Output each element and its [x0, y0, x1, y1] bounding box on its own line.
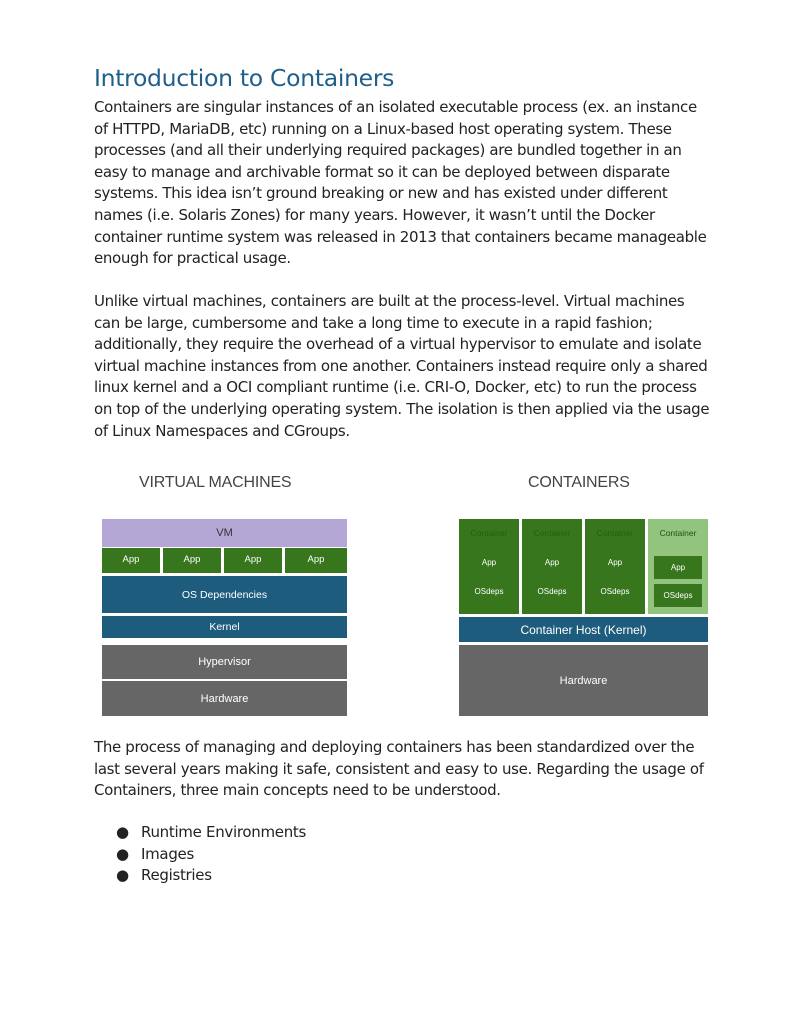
container-box	[522, 519, 582, 614]
container-app-label: App	[544, 558, 560, 567]
container-osdeps-label: OSdeps	[474, 587, 504, 596]
intro-paragraph: Containers are singular instances of an isolated executable process (ex. an instance of HTTPD, MariaDB, etc) running on a Linux-based host operating system. These processes (and all their underlying required packages) are bundled together in an easy to manage and archivable format so it can be deployed between disparate systems. This idea isn’t ground breaking or new and has existed under different names (i.e. Solaris Zones) for many years. However, it wasn’t until the Docker container runtime system was released in 2013 that containers became manageable enough for practical usage.	[94, 98, 707, 268]
page-title: Introduction to Containers	[94, 64, 395, 92]
container-osdeps-box: OSdeps	[654, 584, 702, 607]
comparison-paragraph: Unlike virtual machines, containers are built at the process-level. Virtual machines can be large, cumbersome and take a long time to execute in a rapid fashion; additionally, they require the overhead of a virtual hypervisor to emulate and isolate virtual machine instances from one another. Containers instead require only a shared linux kernel and a OCI compliant runtime (i.e. CRI-O, Docker, etc) to run the process on top of the underlying operating system. The isolation is then applied via the usage of Linux Namespaces and CGroups.	[94, 292, 710, 440]
vm-app-box: App	[102, 548, 160, 573]
container-app-label: App	[607, 558, 623, 567]
container-host-kernel: Container Host (Kernel)	[459, 617, 708, 642]
bullet-icon: ●	[116, 823, 129, 841]
containers-diagram-title: CONTAINERS	[528, 474, 630, 491]
bullet-icon: ●	[116, 844, 129, 863]
bullet-icon: ●	[116, 866, 129, 885]
list-item	[94, 844, 306, 866]
container-box-highlighted	[648, 519, 708, 614]
list-item-text: Runtime Environments	[141, 823, 307, 841]
container-label: Container	[659, 528, 697, 538]
container-osdeps-label: OSdeps	[537, 587, 567, 596]
vm-os-dependencies: OS Dependencies	[102, 576, 347, 613]
vm-app-box: App	[285, 548, 347, 573]
vm-app-box: App	[224, 548, 282, 573]
list-item-text: Registries	[141, 866, 212, 885]
list-item-text: Images	[141, 844, 194, 863]
container-box	[585, 519, 645, 614]
vm-layer: VM	[102, 519, 347, 547]
vm-app-box: App	[163, 548, 221, 573]
concepts-list	[94, 822, 306, 887]
vm-hypervisor: Hypervisor	[102, 645, 347, 679]
container-label: Container	[533, 528, 571, 538]
concepts-paragraph: The process of managing and deploying containers has been standardized over the last several years making it safe, consistent and easy to use. Regarding the usage of Containers, three main concepts need to be understood.	[94, 738, 704, 800]
container-app-box: App	[654, 556, 702, 579]
vm-diagram-title: VIRTUAL MACHINES	[139, 474, 292, 491]
list-item	[94, 822, 306, 844]
vm-kernel: Kernel	[102, 616, 347, 638]
container-label: Container	[470, 528, 508, 538]
container-box	[459, 519, 519, 614]
list-item	[94, 865, 306, 887]
vm-hardware: Hardware	[102, 681, 347, 716]
container-osdeps-label: OSdeps	[600, 587, 630, 596]
container-label: Container	[596, 528, 634, 538]
container-app-label: App	[481, 558, 497, 567]
container-hardware: Hardware	[459, 645, 708, 716]
